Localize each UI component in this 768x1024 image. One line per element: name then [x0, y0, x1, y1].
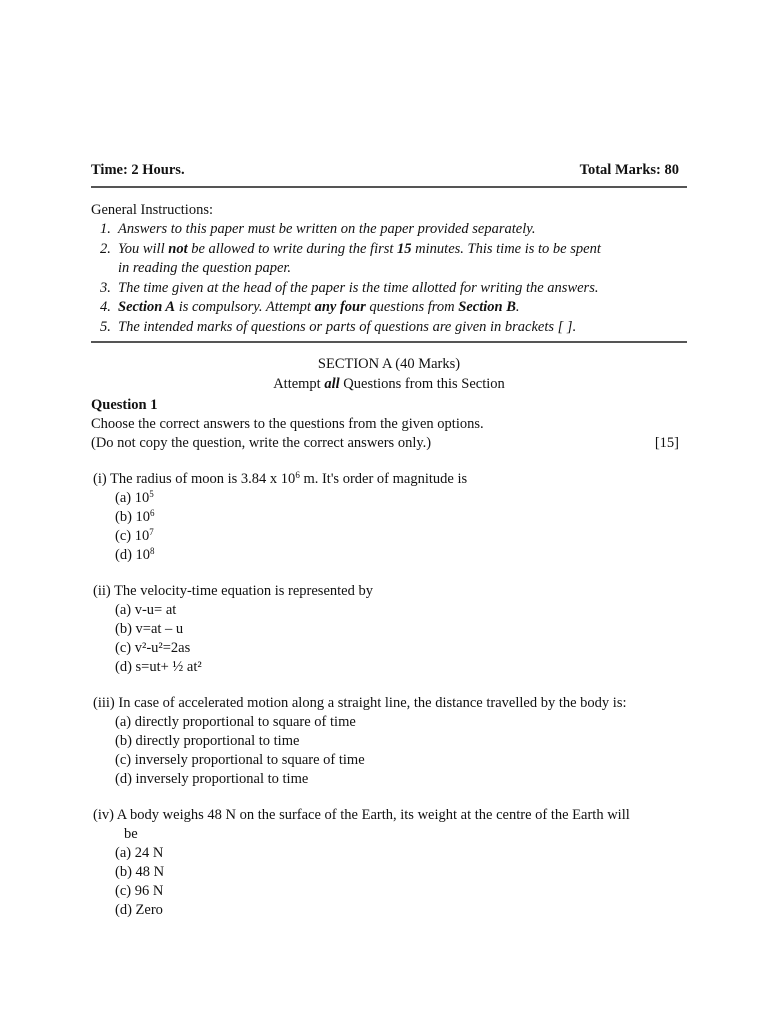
- option-item: (c) 96 N: [115, 883, 164, 899]
- option-item: (d) Zero: [115, 902, 163, 918]
- options-list: [91, 601, 687, 677]
- instruction-item: 1. Answers to this paper must be written on the paper provided separately.: [100, 221, 536, 237]
- instructions-divider: [91, 341, 687, 343]
- subquestion-ii: [91, 582, 687, 677]
- subquestion-iii: [91, 694, 687, 789]
- options-list: [91, 713, 687, 789]
- subquestion-stem: (iii) In case of accelerated motion along a straight line, the distance travelled by the body is:: [93, 695, 627, 711]
- question-note-row: [91, 434, 687, 453]
- section-title: SECTION A (40 Marks): [317, 356, 461, 372]
- option-item: (d) s=ut+ ½ at²: [115, 659, 202, 675]
- option-item: (b) 48 N: [115, 864, 165, 880]
- instructions-title: General Instructions:: [91, 202, 214, 218]
- time-label: Time: 2 Hours.: [91, 162, 185, 178]
- question-title: Question 1: [91, 397, 158, 413]
- option-item: (b) directly proportional to time: [115, 733, 300, 749]
- options-list: [91, 489, 687, 565]
- option-item: (c) $10^7$: [115, 527, 154, 544]
- total-marks-label: Total Marks: 80: [579, 162, 679, 178]
- option-item: (a) $10^5$: [115, 489, 154, 506]
- option-item: (d) inversely proportional to time: [115, 771, 309, 787]
- paper-header: [91, 160, 687, 180]
- instruction-item: 3. The time given at the head of the paper is the time allotted for writing the answers.: [100, 279, 599, 296]
- exam-paper: [91, 160, 687, 920]
- option-item: (b) $10^6$: [115, 508, 155, 525]
- instruction-item: 5. The intended marks of questions or parts of questions are given in brackets [ ].: [100, 318, 577, 335]
- options-list: [91, 844, 687, 920]
- subquestion-iv: [91, 806, 687, 920]
- instructions-list: [91, 220, 687, 337]
- instruction-item: 2. You will not be allowed to write during the first 15 minutes. This time is to be spent in reading the question paper.: [100, 240, 601, 276]
- section-heading: [91, 355, 687, 394]
- subquestion-stem: (iv) A body weighs 48 N on the surface of the Earth, its weight at the centre of the Earth will: [93, 807, 630, 823]
- option-item: (c) v²-u²=2as: [115, 640, 191, 656]
- section-subtitle: Attempt all Questions from this Section: [273, 375, 505, 392]
- question-instruction: Choose the correct answers to the questions from the given options.: [91, 416, 484, 432]
- subquestion-stem: (ii) The velocity-time equation is represented by: [93, 583, 373, 599]
- header-divider: [91, 186, 687, 188]
- subquestion-stem: (i) The radius of moon is 3.84 x $10^6$ m. It's order of magnitude is: [93, 470, 468, 487]
- option-item: (b) v=at – u: [115, 621, 184, 637]
- option-item: (a) v-u= at: [115, 602, 177, 618]
- question-marks: [15]: [654, 435, 679, 451]
- subquestion-stem-continued: be: [124, 826, 138, 842]
- option-item: (c) inversely proportional to square of time: [115, 752, 365, 768]
- option-item: (a) directly proportional to square of time: [115, 714, 356, 730]
- option-item: (a) 24 N: [115, 845, 164, 861]
- option-item: (d) $10^8$: [115, 546, 155, 563]
- subquestion-i: [91, 470, 687, 565]
- instruction-item: 4. Section A is compulsory. Attempt any four questions from Section B.: [100, 299, 520, 315]
- question-note: (Do not copy the question, write the correct answers only.): [91, 435, 432, 451]
